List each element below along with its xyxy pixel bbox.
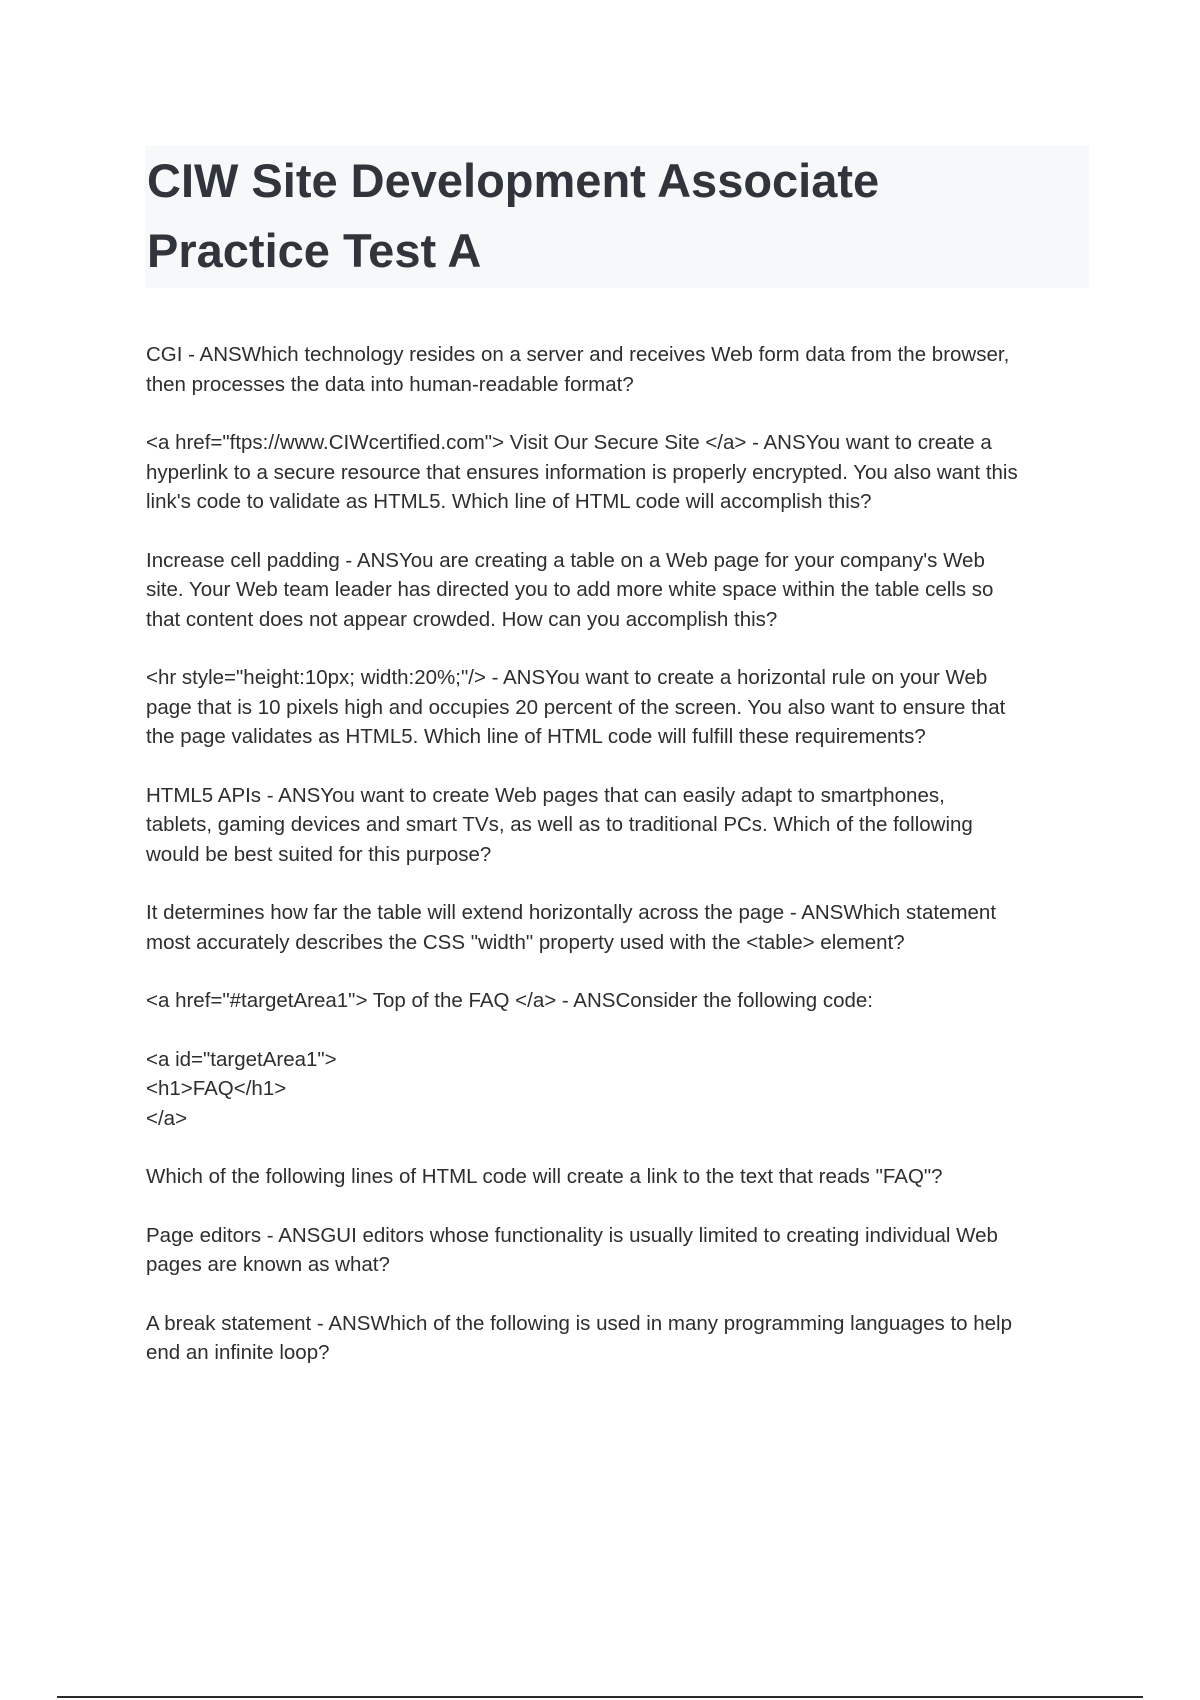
qa-text-line: pages are known as what? [146, 1253, 390, 1276]
qa-text-line: page that is 10 pixels high and occupies 20 percent of the screen. You also want to ensure that [146, 695, 1006, 719]
qa-list [146, 340, 1096, 1397]
qa-text-line: end an infinite loop? [146, 1341, 330, 1364]
qa-text-line: Page editors - ANSGUI editors whose functionality is usually limited to creating individual Web [146, 1223, 998, 1247]
qa-text-line: <a href="ftps://www.CIWcertified.com"> Visit Our Secure Site </a> - ANSYou want to create a [146, 431, 992, 454]
qa-item [146, 986, 1096, 1016]
qa-text-line: <hr style="height:10px; width:20%;"/> - ANSYou want to create a horizontal rule on your Web [146, 666, 988, 689]
qa-text-line: It determines how far the table will extend horizontally across the page - ANSWhich statement [146, 901, 997, 924]
qa-text-line: link's code to validate as HTML5. Which line of HTML code will accomplish this? [146, 490, 872, 513]
qa-text-line: <h1>FAQ</h1> [146, 1077, 287, 1100]
qa-text-line: </a> [146, 1106, 188, 1130]
qa-text-line: CGI - ANSWhich technology resides on a server and receives Web form data from the browser, [146, 343, 1010, 366]
qa-item [146, 781, 1096, 870]
qa-text-line: Which of the following lines of HTML code will create a link to the text that reads "FAQ"? [146, 1165, 943, 1188]
qa-text-line: HTML5 APIs - ANSYou want to create Web pages that can easily adapt to smartphones, [146, 783, 945, 807]
qa-text-line: <a id="targetArea1"> [146, 1047, 337, 1071]
qa-text-line: most accurately describes the CSS "width" property used with the <table> element? [146, 930, 905, 954]
qa-text-line: that content does not appear crowded. How can you accomplish this? [146, 607, 778, 631]
footer-rule [57, 1696, 1143, 1698]
qa-text-line: Increase cell padding - ANSYou are creating a table on a Web page for your company's Web [146, 548, 985, 572]
qa-text-line: <a href="#targetArea1"> Top of the FAQ </a> - ANSConsider the following code: [146, 989, 873, 1012]
qa-text-line: hyperlink to a secure resource that ensures information is properly encrypted. You also want this [146, 460, 1018, 484]
title-block [145, 146, 1089, 288]
qa-text-line: would be best suited for this purpose? [146, 842, 492, 866]
qa-item [146, 1221, 1096, 1280]
qa-item [146, 1309, 1096, 1368]
qa-item [146, 340, 1096, 399]
qa-text-line: tablets, gaming devices and smart TVs, as well as to traditional PCs. Which of the following [146, 813, 973, 836]
qa-text-line: then processes the data into human-readable format? [146, 372, 634, 396]
page-title-line-2: Practice Test A [147, 224, 482, 277]
qa-text-line: the page validates as HTML5. Which line of HTML code will fulfill these requirements? [146, 725, 926, 748]
qa-item [146, 546, 1096, 635]
qa-item [146, 1162, 1096, 1192]
page-title-line-1: CIW Site Development Associate [147, 154, 880, 207]
qa-item [146, 428, 1096, 517]
qa-item [146, 663, 1096, 752]
qa-text-line: site. Your Web team leader has directed you to add more white space within the table cells so [146, 578, 994, 601]
qa-item [146, 898, 1096, 957]
qa-item [146, 1045, 1096, 1134]
qa-text-line: A break statement - ANSWhich of the following is used in many programming languages to help [146, 1311, 1013, 1335]
